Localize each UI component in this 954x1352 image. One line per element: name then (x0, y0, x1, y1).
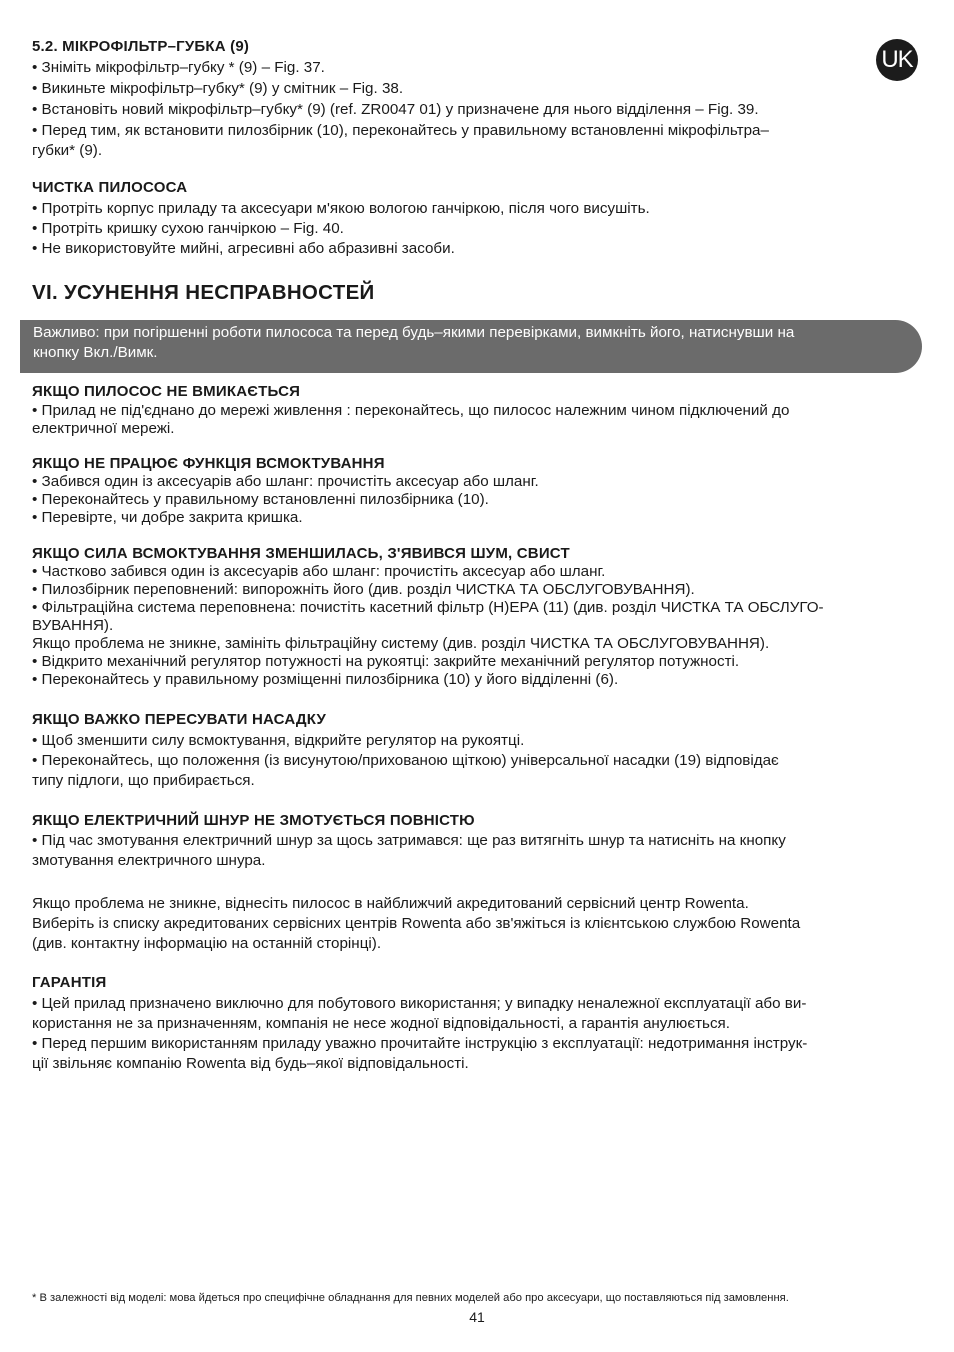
text-line: • Щоб зменшити силу всмоктування, відкрийте регулятор на рукоятці. (32, 732, 525, 749)
text-line: • Забився один із аксесуарів або шланг: прочистіть аксесуар або шланг. (32, 473, 539, 490)
text-line: • Цей прилад призначено виключно для побутового використання; у випадку неналежної експлуатації або ви- (32, 995, 807, 1012)
section-title: ЧИСТКА ПИЛОСОСА (32, 179, 188, 196)
text-line: • Встановіть новий мікрофільтр–губку* (9) (ref. ZR0047 01) у призначене для нього відділення – Fig. 39. (32, 101, 759, 118)
text-line: • Фільтраційна система переповнена: почистіть касетний фільтр (Н)ЕРА (11) (див. розділ ЧИСТКА ТА ОБСЛУГО- (32, 599, 824, 616)
text-line: • Викиньте мікрофільтр–губку* (9) у смітник – Fig. 38. (32, 80, 404, 97)
text-line: (див. контактну інформацію на останній сторінці). (32, 935, 382, 952)
text-line: типу підлоги, що прибирається. (32, 772, 255, 789)
text-line: • Протріть кришку сухою ганчіркою – Fig. 40. (32, 220, 344, 237)
section-title: ЯКЩО СИЛА ВСМОКТУВАННЯ ЗМЕНШИЛАСЬ, З'ЯВИВСЯ ШУМ, СВИСТ (32, 545, 570, 562)
chapter-title: VI. УСУНЕННЯ НЕСПРАВНОСТЕЙ (32, 281, 375, 304)
text-line: губки* (9). (32, 142, 103, 159)
text-line: • Переконайтесь у правильному встановленні пилозбірника (10). (32, 491, 489, 508)
section-title: 5.2. МІКРОФІЛЬТР–ГУБКА (9) (32, 38, 250, 55)
text-line: • Частково забився один із аксесуарів або шланг: прочистіть аксесуар або шланг. (32, 563, 606, 580)
text-line: ВУВАННЯ). (32, 617, 114, 634)
section-title: ЯКЩО ВАЖКО ПЕРЕСУВАТИ НАСАДКУ (32, 711, 327, 728)
important-note-banner (20, 320, 922, 373)
text-line: • Перед першим використанням приладу уважно прочитайте інструкцію з експлуатації: недотримання інструк- (32, 1035, 808, 1052)
section-title: ГАРАНТІЯ (32, 974, 107, 991)
text-line: • Переконайтесь, що положення (із висунутою/прихованою щіткою) універсальної насадки (19) відповідає (32, 752, 779, 769)
section-weak-suction (32, 545, 922, 689)
text-line: змотування електричного шнура. (32, 852, 266, 869)
section-cleaning (32, 179, 922, 258)
service-paragraph (32, 893, 922, 953)
text-line: • Прилад не під'єднано до мережі живлення : переконайтесь, що пилосос належним чином підключений до (32, 402, 790, 419)
text-line: Якщо проблема не зникне, віднесіть пилосос в найближчий акредитований сервісний центр Rowenta. (32, 895, 749, 912)
section-warranty (32, 974, 922, 1073)
section-hard-move (32, 711, 922, 790)
text-line: користання не за призначенням, компанія не несе жодної відповідальності, а гарантія анулюється. (32, 1015, 730, 1032)
section-microfilter (32, 38, 922, 160)
section-title: ЯКЩО ЕЛЕКТРИЧНИЙ ШНУР НЕ ЗМОТУЄТЬСЯ ПОВНІСТЮ (32, 812, 475, 829)
text-line: • Протріть корпус приладу та аксесуари м'якою вологою ганчіркою, після чого висушіть. (32, 200, 650, 217)
text-line: • Під час змотування електричний шнур за щось затримався: ще раз витягніть шнур та натисніть на кнопку (32, 832, 786, 849)
text-line: • Зніміть мікрофільтр–губку * (9) – Fig. 37. (32, 59, 325, 76)
text-line: Виберіть із списку акредитованих сервісних центрів Rowenta або зв'яжіться із клієнтською службою Rowenta (32, 915, 801, 932)
section-no-start (32, 383, 922, 438)
section-title: ЯКЩО ПИЛОСОС НЕ ВМИКАЄТЬСЯ (32, 383, 301, 400)
language-badge: UK (876, 39, 918, 81)
text-line: Якщо проблема не зникне, замініть фільтраційну систему (див. розділ ЧИСТКА ТА ОБСЛУГОВУВАННЯ). (32, 635, 770, 652)
text-line: • Пилозбірник переповнений: випорожніть його (див. розділ ЧИСТКА ТА ОБСЛУГОВУВАННЯ). (32, 581, 695, 598)
text-line: • Переконайтесь у правильному розміщенні пилозбірника (10) у його відділенні (6). (32, 671, 619, 688)
footnote: * В залежності від моделі: мова йдеться про специфічне обладнання для певних моделей або про аксесуари, що поставляються під замовлення. (32, 1292, 789, 1304)
text-line: електричної мережі. (32, 420, 175, 437)
section-cord (32, 812, 922, 870)
section-no-suction (32, 455, 922, 527)
page-number: 41 (469, 1309, 485, 1325)
note-line: кнопку Вкл./Вимк. (33, 344, 158, 361)
text-line: ції звільняє компанію Rowenta від будь–якої відповідальності. (32, 1055, 469, 1072)
section-title: ЯКЩО НЕ ПРАЦЮЄ ФУНКЦІЯ ВСМОКТУВАННЯ (32, 455, 385, 472)
note-line: Важливо: при погіршенні роботи пилососа та перед будь–якими перевірками, вимкніть його, натиснувши на (33, 324, 795, 341)
text-line: • Перевірте, чи добре закрита кришка. (32, 509, 303, 526)
text-line: • Перед тим, як встановити пилозбірник (10), переконайтесь у правильному встановленні мікрофільтра– (32, 122, 769, 139)
text-line: • Не використовуйте мийні, агресивні або абразивні засоби. (32, 240, 455, 257)
chapter-heading (32, 281, 922, 305)
text-line: • Відкрито механічний регулятор потужності на рукоятці: закрийте механічний регулятор потужності. (32, 653, 740, 670)
